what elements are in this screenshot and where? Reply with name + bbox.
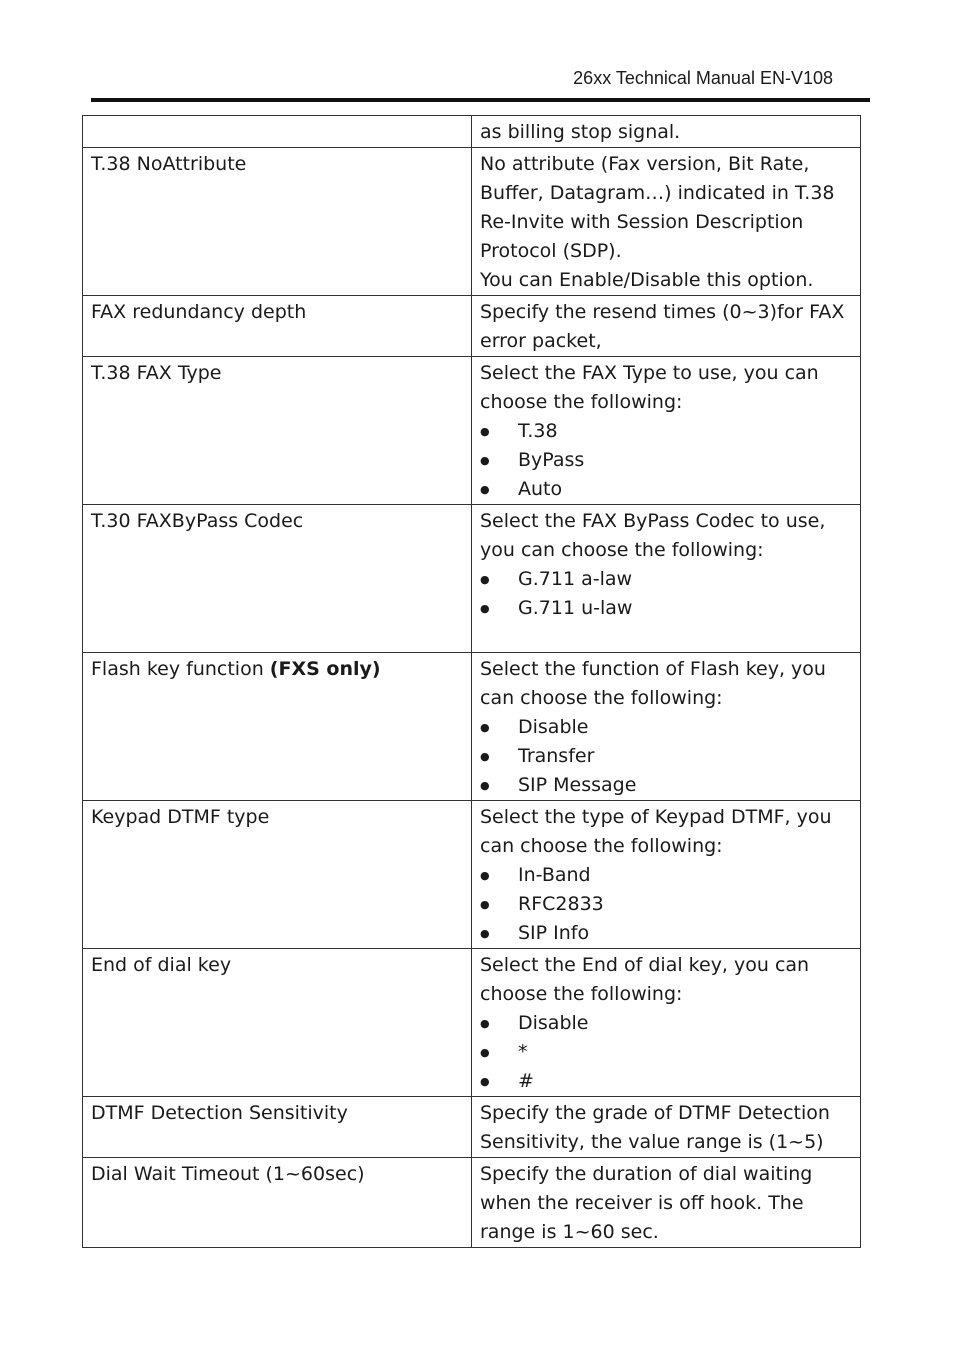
option-item: ● Auto xyxy=(480,475,852,504)
blank-line xyxy=(480,623,852,652)
setting-name-cell xyxy=(83,1097,472,1158)
setting-name-cell xyxy=(83,357,472,505)
option-item: ● * xyxy=(480,1038,852,1067)
setting-name-cell xyxy=(83,505,472,653)
option-item: ● In-Band xyxy=(480,861,852,890)
setting-description: Select the type of Keypad DTMF, you can choose the following: xyxy=(480,806,832,857)
option-item: ● ByPass xyxy=(480,446,852,475)
table-row xyxy=(83,1097,861,1158)
setting-description: Select the FAX ByPass Codec to use, you can choose the following: xyxy=(480,510,826,561)
option-item: ● RFC2833 xyxy=(480,890,852,919)
table-row xyxy=(83,949,861,1097)
setting-description-cell xyxy=(472,653,861,801)
options-list xyxy=(480,713,852,800)
setting-description: Select the function of Flash key, you can choose the following: xyxy=(480,658,826,709)
page-header-title: 26xx Technical Manual EN-V108 xyxy=(573,68,833,88)
setting-description-cell xyxy=(472,1158,861,1248)
setting-description: Specify the grade of DTMF Detection Sensitivity, the value range is (1~5) xyxy=(480,1102,830,1153)
setting-name-cell xyxy=(83,801,472,949)
settings-table xyxy=(82,115,861,1248)
setting-name-cell xyxy=(83,296,472,357)
options-list xyxy=(480,861,852,948)
setting-description-cell xyxy=(472,801,861,949)
option-item: ● # xyxy=(480,1067,852,1096)
header-divider xyxy=(91,98,870,102)
table-row xyxy=(83,357,861,505)
setting-name: Keypad DTMF type xyxy=(91,806,270,828)
setting-description-cell xyxy=(472,357,861,505)
setting-description-cell xyxy=(472,1097,861,1158)
setting-description-cell xyxy=(472,505,861,653)
option-item: ● G.711 a-law xyxy=(480,565,852,594)
option-item: ● Disable xyxy=(480,713,852,742)
setting-name: End of dial key xyxy=(91,954,232,976)
setting-name: FAX redundancy depth xyxy=(91,301,307,323)
setting-description: Select the FAX Type to use, you can choose the following: xyxy=(480,362,819,413)
setting-name: DTMF Detection Sensitivity xyxy=(91,1102,348,1124)
table-row xyxy=(83,505,861,653)
option-item: ● T.38 xyxy=(480,417,852,446)
option-item: ● Disable xyxy=(480,1009,852,1038)
setting-description-cell xyxy=(472,949,861,1097)
table-row xyxy=(83,148,861,296)
table-row xyxy=(83,801,861,949)
option-item: ● Transfer xyxy=(480,742,852,771)
option-item: ● SIP Message xyxy=(480,771,852,800)
table-row xyxy=(83,653,861,801)
setting-description: Specify the resend times (0~3)for FAX error packet, xyxy=(480,301,845,352)
setting-name: T.30 FAXByPass Codec xyxy=(91,510,304,532)
option-item: ● G.711 u-law xyxy=(480,594,852,623)
setting-name: T.38 FAX Type xyxy=(91,362,222,384)
setting-description: You can Enable/Disable this option. xyxy=(480,269,814,291)
table-row xyxy=(83,1158,861,1248)
setting-name-cell xyxy=(83,116,472,148)
setting-description: No attribute (Fax version, Bit Rate, Buffer, Datagram…) indicated in T.38 Re-Invite with Session Description Protocol (SDP). xyxy=(480,153,835,262)
options-list xyxy=(480,565,852,623)
setting-description-cell xyxy=(472,296,861,357)
table-row xyxy=(83,296,861,357)
options-list xyxy=(480,1009,852,1096)
setting-name: Flash key function xyxy=(91,658,270,680)
setting-name-cell xyxy=(83,148,472,296)
setting-name-cell xyxy=(83,653,472,801)
setting-description: as billing stop signal. xyxy=(480,121,681,143)
setting-description-cell xyxy=(472,116,861,148)
setting-description-cell xyxy=(472,148,861,296)
options-list xyxy=(480,417,852,504)
setting-name-cell xyxy=(83,1158,472,1248)
setting-name: Dial Wait Timeout (1~60sec) xyxy=(91,1163,365,1185)
setting-name-cell xyxy=(83,949,472,1097)
setting-description: Specify the duration of dial waiting when the receiver is off hook. The range is 1~60 sec. xyxy=(480,1163,813,1243)
setting-description: Select the End of dial key, you can choose the following: xyxy=(480,954,810,1005)
setting-name: T.38 NoAttribute xyxy=(91,153,247,175)
option-item: ● SIP Info xyxy=(480,919,852,948)
setting-name-qualifier: (FXS only) xyxy=(269,658,381,680)
table-row xyxy=(83,116,861,148)
